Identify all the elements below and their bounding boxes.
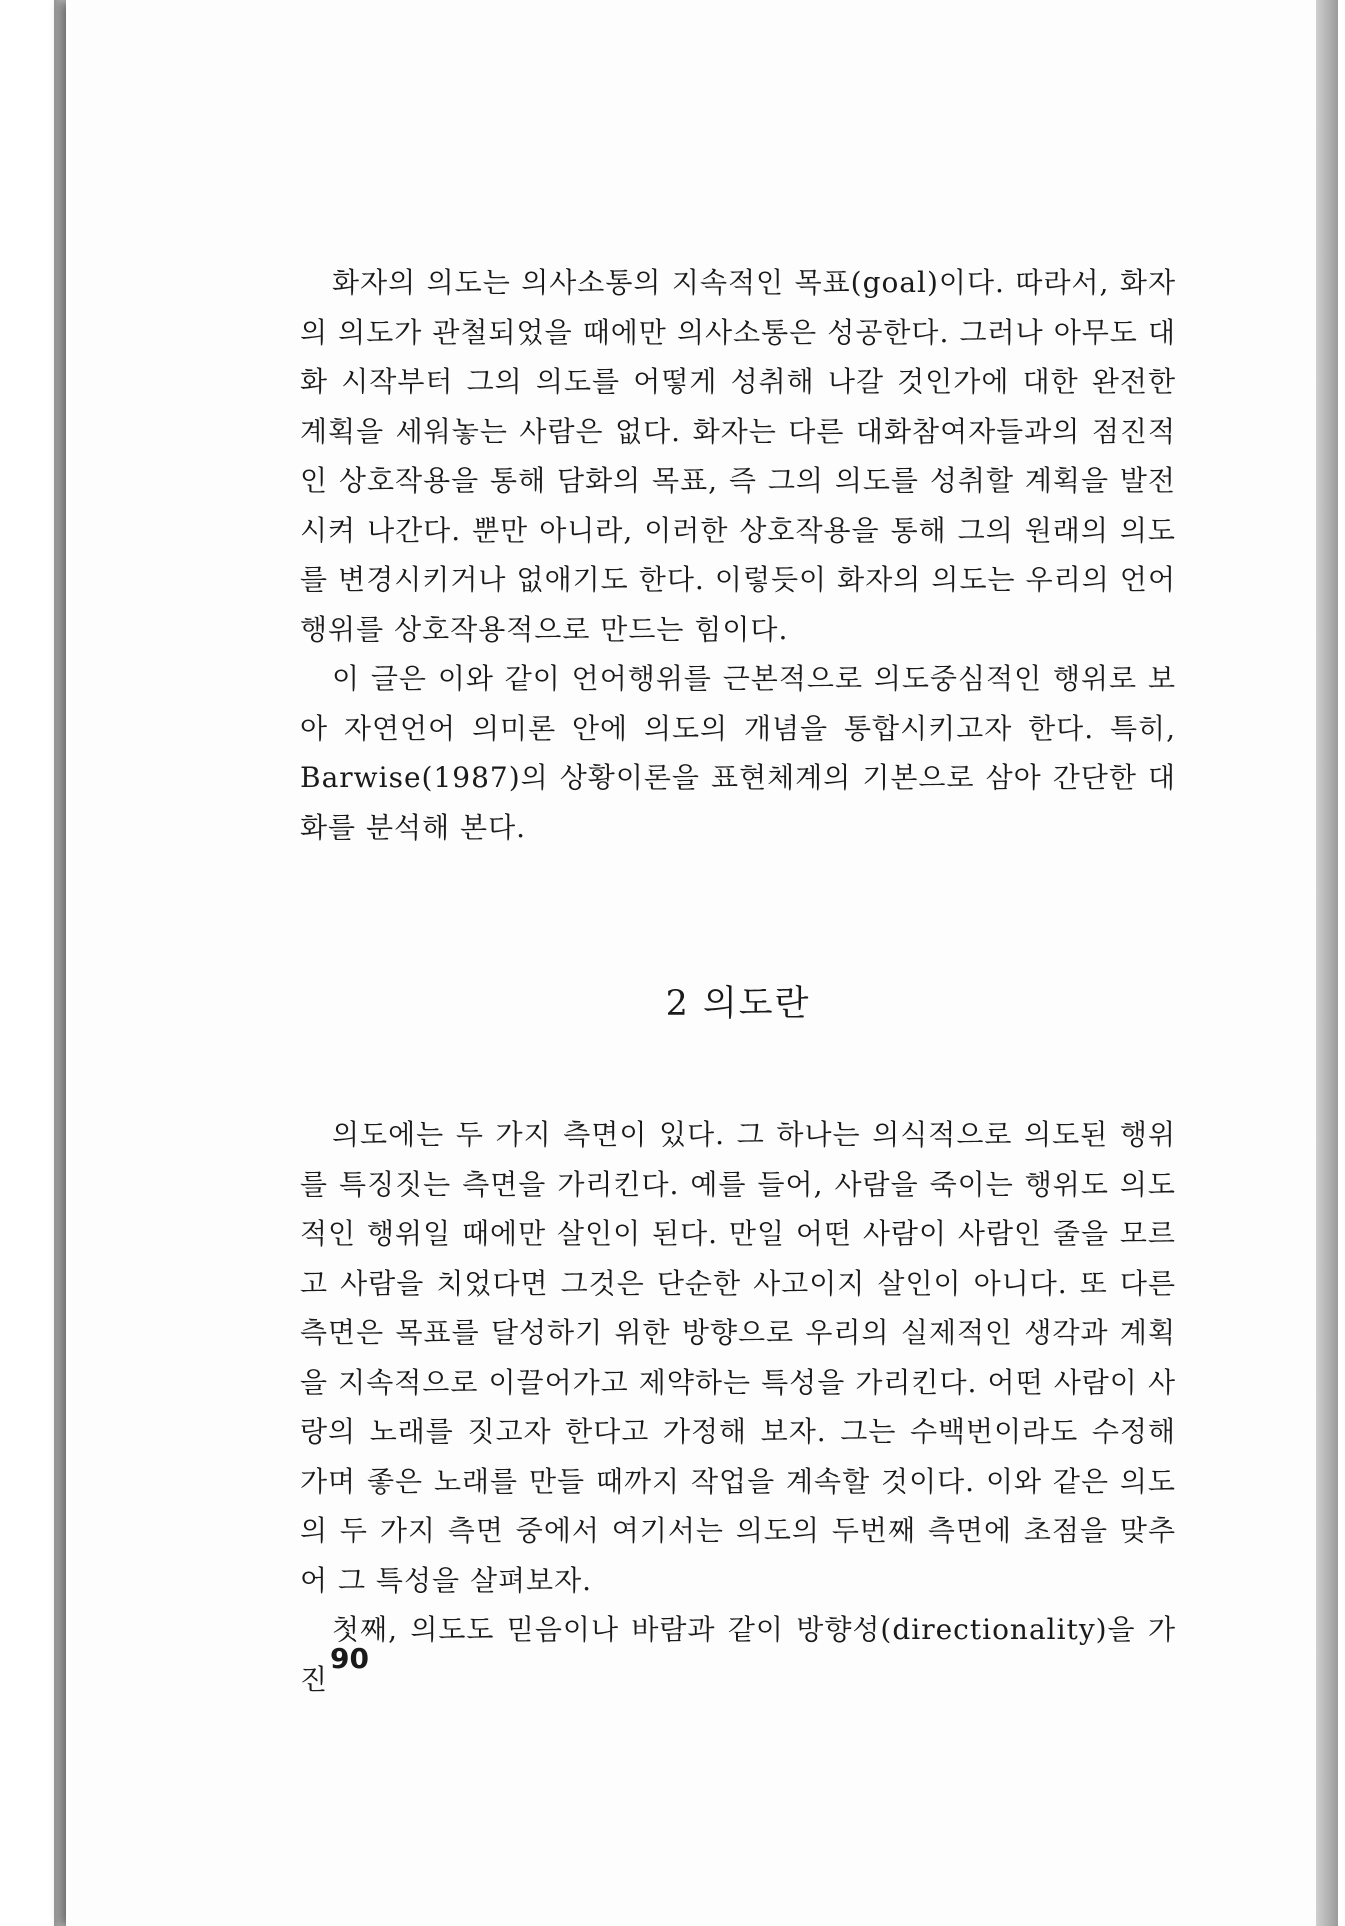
page-body [300,258,1176,1704]
page-stack-edge [1316,0,1338,1926]
intro-section [300,258,1176,852]
section-body [300,1110,1176,1704]
intro-paragraph-2: 이 글은 이와 같이 언어행위를 근본적으로 의도중심적인 행위로 보아 자연언어 의미론 안에 의도의 개념을 통합시키고자 한다. 특히, Barwise(1987)의 상황이론을 표현체계의 기본으로 삼아 간단한 대화를 분석해 본다. [300,662,1176,844]
section-paragraph-1: 의도에는 두 가지 측면이 있다. 그 하나는 의식적으로 의도된 행위를 특징짓는 측면을 가리킨다. 예를 들어, 사람을 죽이는 행위도 의도적인 행위일 때에만 살인이 된다. 만일 어떤 사람이 사람인 줄을 모르고 사람을 치었다면 그것은 단순한 사고이지 살인이 아니다. 또 다른 측면은 목표를 달성하기 위한 방향으로 우리의 실제적인 생각과 계획을 지속적으로 이끌어가고 제약하는 특성을 가리킨다. 어떤 사람이 사랑의 노래를 짓고자 한다고 가정해 보자. 그는 수백번이라도 수정해 가며 좋은 노래를 만들 때까지 작업을 계속할 것이다. 이와 같은 의도의 두 가지 측면 중에서 여기서는 의도의 두번째 측면에 초점을 맞추어 그 특성을 살펴보자. [300,1118,1176,1597]
intro-paragraph-1: 화자의 의도는 의사소통의 지속적인 목표(goal)이다. 따라서, 화자의 의도가 관철되었을 때에만 의사소통은 성공한다. 그러나 아무도 대화 시작부터 그의 의도를 어떻게 성취해 나갈 것인가에 대한 완전한 계획을 세워놓는 사람은 없다. 화자는 다른 대화참여자들과의 점진적인 상호작용을 통해 담화의 목표, 즉 그의 의도를 성취할 계획을 발전시켜 나간다. 뿐만 아니라, 이러한 상호작용을 통해 그의 원래의 의도를 변경시키거나 없애기도 한다. 이렇듯이 화자의 의도는 우리의 언어행위를 상호작용적으로 만드는 힘이다. [300,266,1176,646]
section-paragraph-2: 첫째, 의도도 믿음이나 바람과 같이 방향성(directionality)을 가진 [300,1613,1176,1696]
section-heading: 2 의도란 [665,984,811,1024]
page-number: 90 [330,1642,369,1675]
